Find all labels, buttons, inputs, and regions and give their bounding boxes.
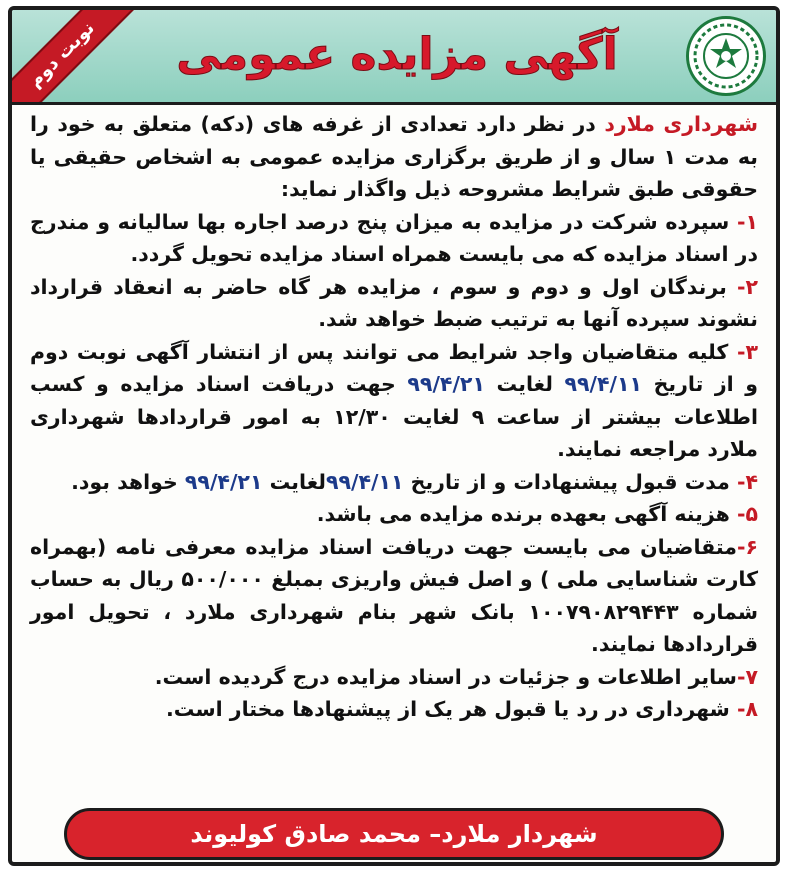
end-date: ۹۹/۴/۲۱ (407, 372, 485, 396)
list-item: ۳- کلیه متقاضیان واجد شرایط می توانند پس از انتشار آگهی نوبت دوم و از تاریخ ۹۹/۴/۱۱ لغایت ۹۹/۴/۲۱ جهت دریافت اسناد مزایده و کسب اطلاعات بیشتر از ساعت ۹ لغایت ۱۲/۳۰ به امور قراردادها شهرداری ملارد مراجعه نمایند. (30, 339, 758, 461)
end-date: ۹۹/۴/۲۱ (184, 469, 263, 494)
list-item: ۱- سپرده شرکت در مزایده به میزان پنج درصد اجاره بها سالیانه و مندرج در اسناد مزایده که می بایست همراه اسناد مزایده تحویل گردد. (30, 209, 758, 266)
notice-frame (8, 6, 780, 866)
list-item: ۲- برندگان اول و دوم و سوم ، مزایده هر گاه حاضر به انعقاد قرارداد نشوند سپرده آنها به ترتیب ضبط خواهد شد. (30, 274, 758, 331)
notice-header (12, 10, 776, 105)
list-item: ۴- مدت قبول پیشنهادات و از تاریخ ۹۹/۴/۱۱لغایت ۹۹/۴/۲۱ خواهد بود. (71, 469, 758, 494)
signature-banner: شهردار ملارد– محمد صادق کولیوند (64, 808, 724, 860)
start-date: ۹۹/۴/۱۱ (564, 372, 643, 396)
intro-text: در نظر دارد تعدادی از غرفه های (دکه) متعلق به خود را به مدت ۱ سال و از طریق برگزاری مزایده عمومی به اشخاص حقیقی یا حقوقی طبق شرایط مشروحه ذیل واگذار نماید: (30, 112, 758, 201)
intro-lead: شهرداری ملارد (604, 112, 758, 136)
list-item: ۶-متقاضیان می بایست جهت دریافت اسناد مزایده معرفی نامه (بهمراه کارت شناسایی ملی ) و اصل فیش واریزی بمبلغ ۵۰۰/۰۰۰ ریال به حساب شماره ۱۰۰۷۹۰۸۲۹۴۴۳ بانک شهر بنام شهرداری ملارد ، تحویل امور قراردادها نمایند. (30, 534, 758, 656)
notice-title: آگهی مزایده عمومی (176, 29, 618, 80)
list-item: ۸- شهرداری در رد یا قبول هر یک از پیشنهادها مختار است. (165, 697, 758, 721)
notice-body (30, 108, 758, 726)
start-date: ۹۹/۴/۱۱ (325, 469, 404, 494)
list-item: ۷-سایر اطلاعات و جزئیات در اسناد مزایده درج گردیده است. (154, 664, 758, 689)
edition-ribbon: نوبت دوم (12, 10, 139, 105)
municipality-emblem-icon (686, 16, 766, 96)
list-item: ۵- هزینه آگهی بعهده برنده مزایده می باشد. (316, 502, 758, 526)
intro-paragraph (30, 108, 758, 206)
